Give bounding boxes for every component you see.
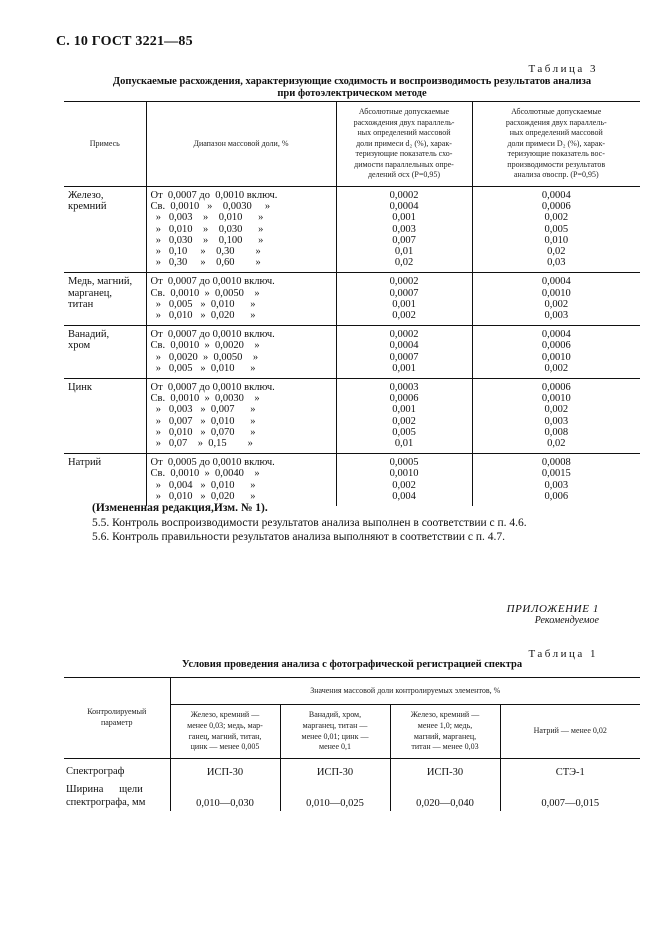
table-3-title-line1: Допускаемые расхождения, характеризующие сходимость и воспроизводимость результатов анализа: [112, 76, 592, 87]
impurity-cell: Медь, магний, марганец, титан: [64, 273, 146, 326]
header-impurity: Примесь: [64, 102, 146, 187]
impurity-cell: Ванадий, хром: [64, 326, 146, 379]
header-range: Диапазон массовой доли, %: [146, 102, 336, 187]
table-row: [64, 454, 640, 506]
t1-cell: 0,010—0,025: [280, 779, 390, 811]
range-cell: От 0,0005 до 0,0010 включ. Св. 0,0010 » 0,0040 » » 0,004 » 0,010 » » 0,010 » 0,020 »: [146, 454, 336, 506]
table-row: [64, 187, 640, 273]
header-col-v-cr: Ванадий, хром, марганец, титан — менее 0,01; цинк — менее 0,1: [280, 705, 390, 759]
t1-cell: 0,010—0,030: [170, 779, 280, 811]
header-convergence: Абсолютные допускаемые расхождения двух параллель- ных определений массовой доли примеси d₂ (%), харак- теризующие показатель схо- димости параллельных опре- делений σсх (P=0,95): [336, 102, 472, 187]
t1-cell: ИСП-30: [280, 759, 390, 780]
reproducibility-cell: 0,0004 0,0006 0,002 0,005 0,010 0,02 0,03: [472, 187, 640, 273]
appendix-subtitle: Рекомендуемое: [534, 615, 599, 626]
table-3: [64, 101, 640, 506]
t1-cell: 0,007—0,015: [500, 779, 640, 811]
param-slit-width: Ширина щели спектрографа, мм: [66, 784, 146, 808]
impurity-cell: Цинк: [64, 379, 146, 454]
impurity-cell: Железо, кремний: [64, 187, 146, 273]
header-col-na: Натрий — менее 0,02: [500, 705, 640, 759]
appendix-heading: [507, 603, 599, 627]
header-mass-fraction-group: Значения массовой доли контролируемых элементов, %: [170, 678, 640, 705]
header-reproducibility: Абсолютные допускаемые расхождения двух параллель- ных определений массовой доли примеси D₂ (%), харак- теризующие показатель вос- производимости результатов анализа σвоспр. (P=0,95): [472, 102, 640, 187]
header-col-fe-si: Железо, кремний — менее 0,03; медь, мар- ганец, магний, титан, цинк — менее 0,005: [170, 705, 280, 759]
reproducibility-cell: 0,0008 0,0015 0,003 0,006: [472, 454, 640, 506]
t1-cell: СТЭ-1: [500, 759, 640, 780]
convergence-cell: 0,0002 0,0007 0,001 0,002: [336, 273, 472, 326]
paragraph-5-6: 5.6. Контроль правильности результатов анализа выполняют в соответствии с п. 4.7.: [92, 531, 506, 543]
t1-cell: 0,020—0,040: [390, 779, 500, 811]
reproducibility-cell: 0,0004 0,0010 0,002 0,003: [472, 273, 640, 326]
header-col-fe-si-high: Железо, кремний — менее 1,0; медь, магний, марганец, титан — менее 0,03: [390, 705, 500, 759]
convergence-cell: 0,0003 0,0006 0,001 0,002 0,005 0,01: [336, 379, 472, 454]
range-cell: От 0,0007 до 0,0010 включ. Св. 0,0010 » 0,0050 » » 0,005 » 0,010 » » 0,010 » 0,020 »: [146, 273, 336, 326]
table-3-title: [64, 76, 640, 100]
param-spectrograph: Спектрограф: [66, 766, 125, 777]
convergence-cell: 0,0002 0,0004 0,0007 0,001: [336, 326, 472, 379]
header-parameter: Контролируемый параметр: [64, 678, 170, 759]
table-row: [64, 273, 640, 326]
table-3-title-line2: при фотоэлектрическом методе: [277, 88, 427, 99]
table-1: [64, 677, 640, 811]
reproducibility-cell: 0,0006 0,0010 0,002 0,003 0,008 0,02: [472, 379, 640, 454]
convergence-cell: 0,0005 0,0010 0,002 0,004: [336, 454, 472, 506]
table-3-label: Таблица 3: [528, 63, 598, 75]
range-cell: От 0,0007 до 0,0010 включ. Св. 0,0010 » 0,0020 » » 0,0020 » 0,0050 » » 0,005 » 0,010 »: [146, 326, 336, 379]
t1-cell: ИСП-30: [390, 759, 500, 780]
paragraph-5-5: 5.5. Контроль воспроизводимости результатов анализа выполнен в соответствии с п. 4.6.: [92, 517, 527, 529]
convergence-cell: 0,0002 0,0004 0,001 0,003 0,007 0,01 0,02: [336, 187, 472, 273]
table-1-title: Условия проведения анализа с фотографической регистрацией спектра: [181, 659, 523, 670]
table-row: [64, 326, 640, 379]
range-cell: От 0,0007 до 0,0010 включ. Св. 0,0010 » 0,0030 » » 0,003 » 0,007 » » 0,007 » 0,010 » » 0,010 » 0,070 » » 0,07 » 0,15 »: [146, 379, 336, 454]
appendix-title: ПРИЛОЖЕНИЕ 1: [506, 603, 599, 615]
table-row: [64, 379, 640, 454]
range-cell: От 0,0007 до 0,0010 включ. Св. 0,0010 » 0,0030 » » 0,003 » 0,010 » » 0,010 » 0,030 » » 0,030 » 0,100 » » 0,10 » 0,30 » » 0,30 » 0,60 »: [146, 187, 336, 273]
impurity-cell: Натрий: [68, 457, 102, 469]
t1-cell: ИСП-30: [170, 759, 280, 780]
page-header: С. 10 ГОСТ 3221—85: [56, 34, 193, 49]
amendment-note: (Измененная редакция,Изм. № 1).: [92, 502, 268, 514]
reproducibility-cell: 0,0004 0,0006 0,0010 0,002: [472, 326, 640, 379]
table-1-label: Таблица 1: [528, 648, 598, 660]
table-3-body: [64, 187, 640, 507]
